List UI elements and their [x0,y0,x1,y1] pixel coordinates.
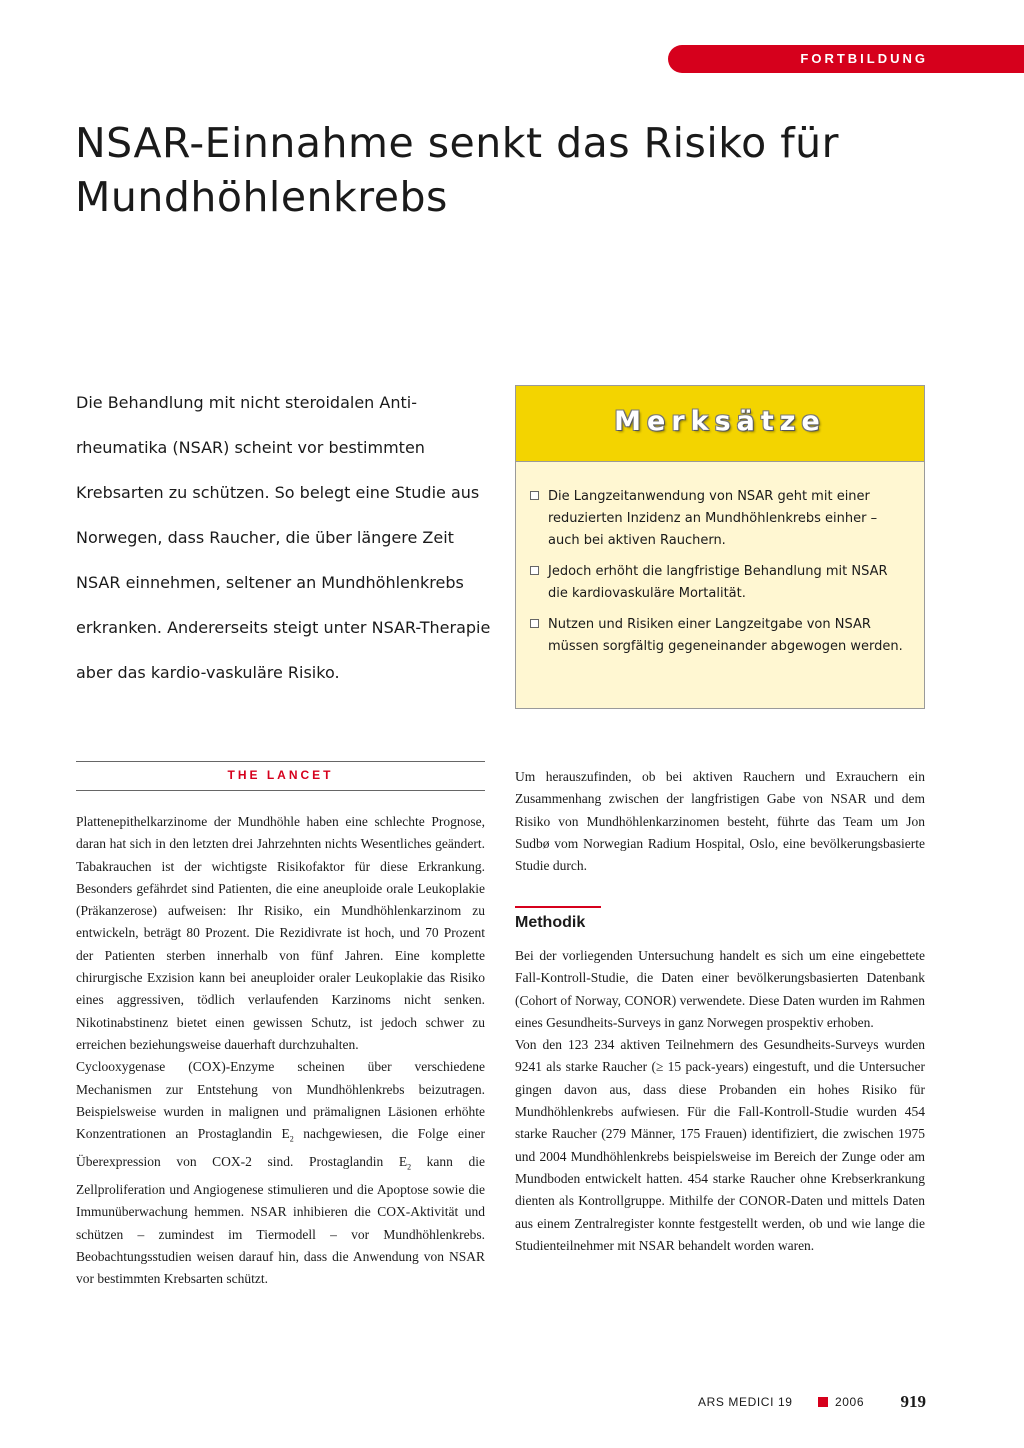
footer-square-icon [818,1397,828,1407]
lead-paragraph: Die Behandlung mit nicht steroidalen Anti-rheumatika (NSAR) scheint vor bestimmten Krebsarten zu schützen. So belegt eine Studie aus Norwegen, dass Raucher, die über längere Zeit NSAR einnehmen, seltener an Mundhöhlenkrebs erkranken. Andererseits steigt unter NSAR-Therapie aber das kardio-vaskuläre Risiko. [76,393,491,682]
body-paragraph: Um herauszufinden, ob bei aktiven Rauchern und Exrauchern ein Zusammenhang zwischen der langfristigen Gabe von NSAR und dem Risiko von Mundhöhlenkarzinomen besteht, führte das Team um Jon Sudbø vom Norwegian Radium Hospital, Oslo, eine bevölkerungsbasierte Studie durch. [515,769,925,874]
key-points-box [515,385,925,709]
checkbox-bullet-icon [530,566,539,575]
body-paragraph: Cyclooxygenase (COX)-Enzyme scheinen über verschiedene Mechanismen zur Entstehung von Mundhöhlenkrebs beizutragen. Beispielsweise wurden in malignen und prämalignen Läsionen erhöhte Konzentrationen an Prostaglandin $E_2$ nachgewiesen, die Folge einer Überexpression von COX-2 sind. Prostaglandin $E_2$ kann die Zellproliferation und Angiogenese stimulieren und die Apoptose sowie die Immunüberwachung hemmen. NSAR inhibieren die COX-Aktivität und schützen – zumindest im Tiermodell – vor Mundhöhlenkrebs. Beobachtungsstudien weisen darauf hin, dass die Anwendung von NSAR vor bestimmten Krebsarten schützt. [76,1059,486,1287]
source-rule-bottom [76,790,485,791]
checkbox-bullet-icon [530,491,539,500]
heading-accent-rule [515,906,601,908]
left-column [76,811,485,1291]
body-paragraph: Bei der vorliegenden Untersuchung handelt es sich um eine eingebettete Fall-Kontroll-Studie, die Daten einer bevölkerungsbasierten Datenbank (Cohort of Norway, CONOR) verwendete. Diese Daten wurden im Rahmen eines Gesundheits-Surveys in ganz Norwegen prospektiv erhoben. [515,948,925,1030]
section-heading-methodik: Methodik [515,914,586,931]
key-point-item [530,561,908,605]
key-point-item [530,486,908,552]
journal-name: ARS MEDICI 19 [698,1395,793,1409]
section-label: FORTBILDUNG [800,51,928,66]
key-points-list [516,462,924,658]
key-points-heading: Merksätze [614,406,826,437]
page-number: 919 [900,1392,926,1411]
key-point-text: Jedoch erhöht die langfristige Behandlung mit NSAR die kardiovaskuläre Mortalität. [548,564,888,601]
right-column-intro [515,766,925,877]
key-point-text: Nutzen und Risiken einer Langzeitgabe von NSAR müssen sorgfältig gegeneinander abgewogen werden. [548,617,903,654]
article-title: NSAR-Einnahme senkt das Risiko für Mundhöhlenkrebs [75,119,839,221]
source-label: THE LANCET [227,768,334,782]
source-rule-top [76,761,485,762]
checkbox-bullet-icon [530,619,539,628]
right-column-body [515,945,925,1257]
journal-year: 2006 [835,1395,865,1409]
body-paragraph: Von den 123 234 aktiven Teilnehmern des Gesundheits-Surveys wurden 9241 als starke Raucher (≥ 15 pack-years) eingestuft, und die Untersucher gingen davon aus, dass diese Probanden ein hohes Risiko für Mundhöhlenkrebs aufwiesen. Für die Fall-Kontroll-Studie wurden 454 starke Raucher (279 Männer, 175 Frauen) identifiziert, die zwischen 1975 und 2004 Mundhöhlenkrebs beispielsweise im Bereich der Zunge oder am Mundboden entwickelt hatten. 454 starke Raucher ohne Krebserkrankung dienten als Kontrollgruppe. Mithilfe der CONOR-Daten und mittels Daten aus einem Zentralregister konnte festgestellt werden, ob und wie lange die Studienteilnehmer mit NSAR behandelt worden waren. [515,1037,925,1253]
body-paragraph: Plattenepithelkarzinome der Mundhöhle haben eine schlechte Prognose, daran hat sich in den letzten drei Jahrzehnten nichts Wesentliches geändert. Tabakrauchen ist der wichtigste Risikofaktor für diese Erkrankung. Besonders gefährdet sind Patienten, die eine aneuploide orale Leukoplakie (Präkanzerose) aufweisen: Ihr Risiko, ein Mundhöhlenkarzinom zu entwickeln, beträgt 80 Prozent. Die Rezidivrate ist hoch, und 70 Prozent der Patienten sterben innerhalb von fünf Jahren. Eine komplette chirurgische Exzision kann bei aneuploider oraler Leukoplakie das Risiko eines aggressiven, tödlich verlaufenden Karzinoms nicht senken. Nikotinabstinenz bietet einen gewissen Schutz, ist jedoch schwer zu erreichen beziehungsweise dauerhaft durchzuhalten. [76,814,485,1052]
key-points-header [516,386,924,462]
page-footer [690,1392,926,1412]
section-tab [668,45,1024,73]
key-point-text: Die Langzeitanwendung von NSAR geht mit einer reduzierten Inzidenz an Mundhöhlenkrebs einher – auch bei aktiven Rauchern. [548,489,878,548]
key-point-item [530,614,908,658]
